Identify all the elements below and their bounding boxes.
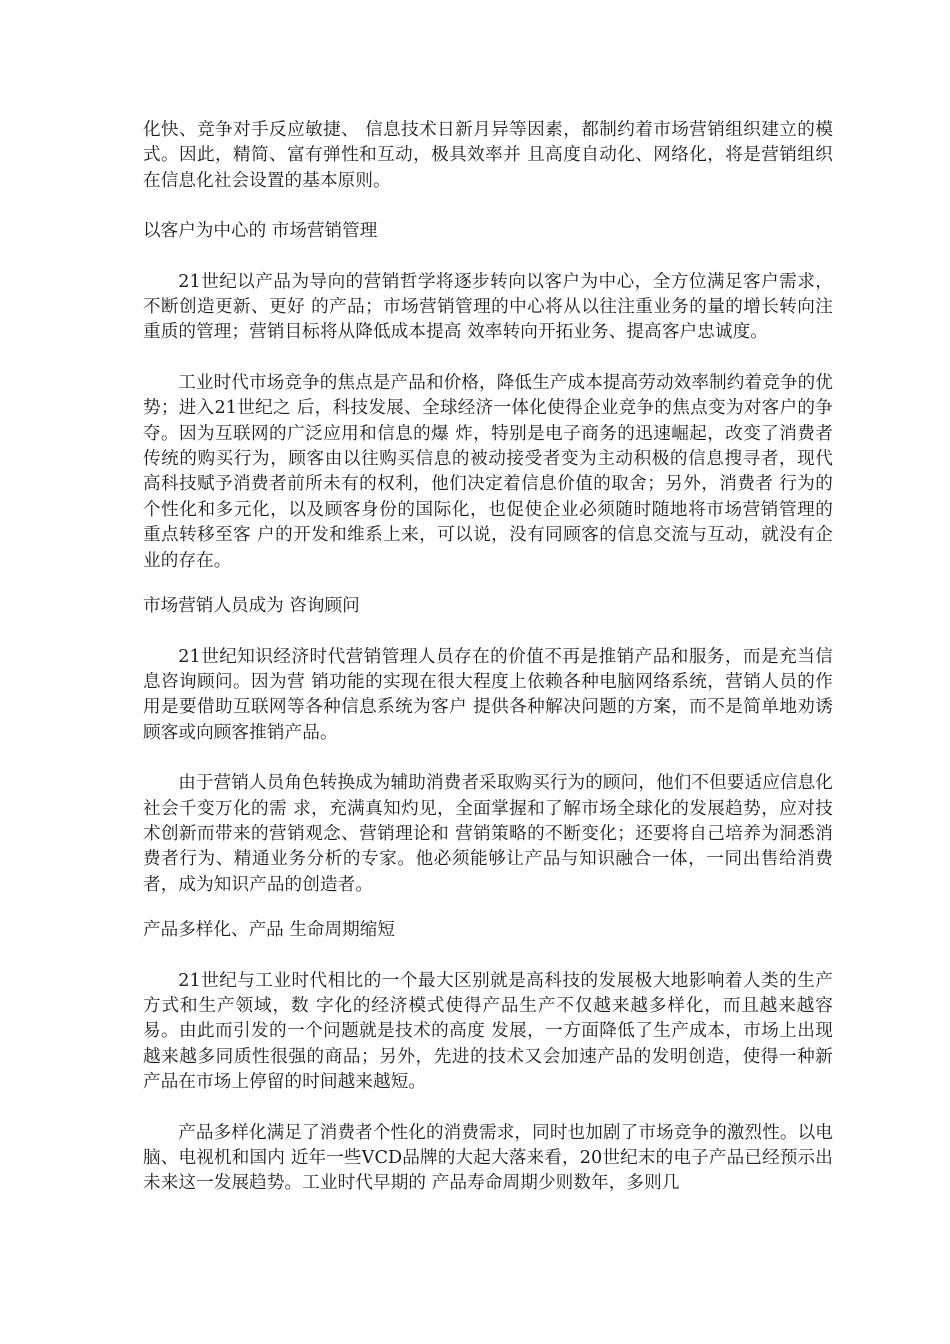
paragraph-role-transformation: 由于营销人员角色转换成为辅助消费者采取购买行为的顾问，他们不但要适应信息化社会千变万化的需 求，充满真知灼见，全面掌握和了解市场全球化的发展趋势，应对技术创新而带来的营销观念、营销理论和 营销策略的不断变化；还要将自己培养为洞悉消费者行为、精通业务分析的专家。他必须能够让产品与知识融合一体，一同出售给消费者，成为知识产品的创造者。 [143, 773, 833, 895]
paragraph-product-lifecycle: 产品多样化满足了消费者个性化的消费需求，同时也加剧了市场竞争的激烈性。以电脑、电视机和国内 近年一些VCD品牌的大起大落来看，20世纪末的电子产品已经预示出未来这一发展趋势。工业时代早期的 产品寿命周期少则数年，多则几 [143, 1122, 833, 1194]
paragraph-customer-orientation: 21世纪以产品为导向的营销哲学将逐步转向以客户为中心，全方位满足客户需求，不断创造更新、更好 的产品；市场营销管理的中心将从以往注重业务的量的增长转向注重质的管理；营销目标将从降低成本提高 效率转向开拓业务、提高客户忠诚度。 [143, 271, 833, 343]
paragraph-high-tech-production: 21世纪与工业时代相比的一个最大区别就是高科技的发展极大地影响着人类的生产方式和生产领域，数 字化的经济模式使得产品生产不仅越来越多样化，而且越来越容易。由此而引发的一个问题就是技术的高度 发展，一方面降低了生产成本，市场上出现越来越多同质性很强的商品；另外，先进的技术又会加速产品的发明创造，使得一种新产品在市场上停留的时间越来越短。 [143, 970, 833, 1093]
section-heading-marketing-consultants: 市场营销人员成为 咨询顾问 [143, 596, 360, 617]
section-heading-product-diversification: 产品多样化、产品 生命周期缩短 [143, 920, 395, 941]
paragraph-industrial-era-competition: 工业时代市场竞争的焦点是产品和价格，降低生产成本提高劳动效率制约着竞争的优势；进入21世纪之 后，科技发展、全球经济一体化使得企业竞争的焦点变为对客户的争夺。因为互联网的广泛应用和信息的爆 炸，特别是电子商务的迅速崛起，改变了消费者传统的购买行为，顾客由以往购买信息的被动接受者变为主动积极的信息搜寻者，现代高科技赋予消费者前所未有的权利，他们决定着信息价值的取舍；另外，消费者 行为的个性化和多元化，以及顾客身份的国际化，也促使企业必须随时随地将市场营销管理的重点转移至客 户的开发和维系上来，可以说，没有同顾客的信息交流与互动，就没有企业的存在。 [143, 372, 833, 571]
section-heading-customer-centric: 以客户为中心的 市场营销管理 [143, 221, 378, 242]
document-page [143, 118, 833, 1197]
paragraph-marketing-consultant-value: 21世纪知识经济时代营销管理人员存在的价值不再是推销产品和服务，而是充当信息咨询顾问。因为营 销功能的实现在很大程度上依赖各种电脑网络系统，营销人员的作用是要借助互联网等各种信息系统为客户 提供各种解决问题的方案，而不是简单地劝诱顾客或向顾客推销产品。 [143, 646, 833, 743]
paragraph-intro: 化快、竞争对手反应敏捷、 信息技术日新月异等因素，都制约着市场营销组织建立的模式。因此，精简、富有弹性和互动，极具效率并 且高度自动化、网络化，将是营销组织在信息化社会设置的基本原则。 [143, 120, 833, 191]
